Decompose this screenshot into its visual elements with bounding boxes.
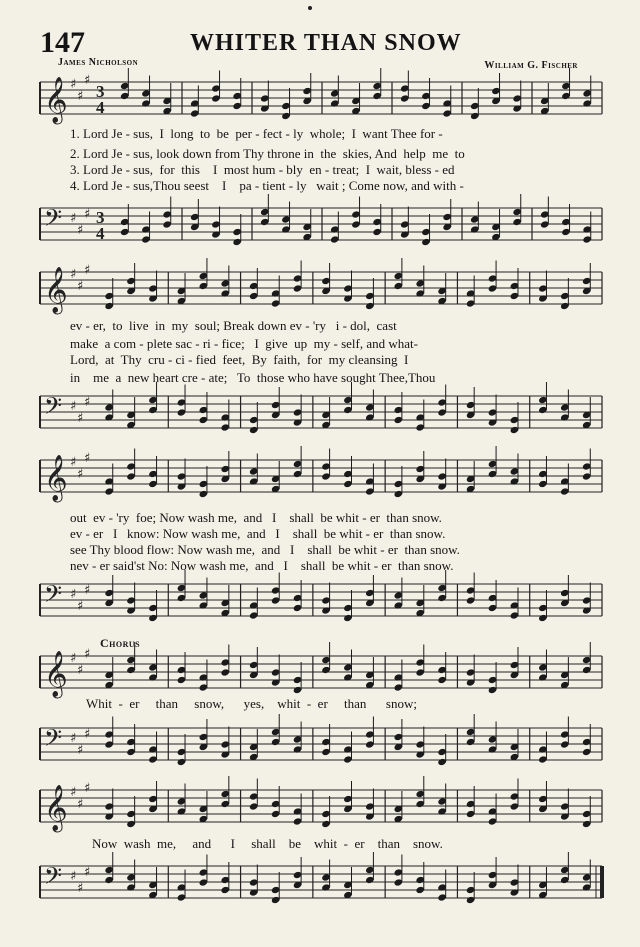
system-2-verse-4: in me a new heart cre - ate; To those who have sought Thee,Thou: [70, 370, 436, 385]
system-2-verse-2: make a com - plete sac - ri - fice; I give up my - self, and what-: [70, 336, 418, 351]
sharp-icon: ♯: [77, 881, 84, 896]
time-signature-bottom: 4: [96, 98, 105, 117]
time-signature-bottom: 4: [96, 224, 105, 243]
sharp-icon: ♯: [84, 207, 91, 222]
chorus-label: Chorus: [100, 636, 141, 650]
bass-clef-icon: 𝄢: [44, 724, 63, 757]
sharp-icon: ♯: [70, 651, 77, 666]
hymn-number: 147: [40, 26, 85, 59]
sharp-icon: ♯: [84, 451, 91, 466]
sharp-icon: ♯: [77, 743, 84, 758]
sharp-icon: ♯: [77, 797, 84, 812]
treble-clef-icon: 𝄞: [44, 77, 68, 123]
bass-clef-icon: 𝄢: [44, 580, 63, 613]
sharp-icon: ♯: [70, 785, 77, 800]
sharp-icon: ♯: [84, 865, 91, 880]
system-3-verse-2: ev - er I know: Now wash me, and I shall be whit - er than snow.: [70, 526, 446, 541]
sharp-icon: ♯: [70, 77, 77, 92]
treble-clef-icon: 𝄞: [44, 785, 68, 831]
sharp-icon: ♯: [77, 467, 84, 482]
sharp-icon: ♯: [84, 647, 91, 662]
sharp-icon: ♯: [70, 267, 77, 282]
sharp-icon: ♯: [84, 395, 91, 410]
sharp-icon: ♯: [77, 663, 84, 678]
sharp-icon: ♯: [70, 869, 77, 884]
system-3-verse-3: see Thy blood flow: Now wash me, and I shall be whit - er than snow.: [70, 542, 460, 557]
sharp-icon: ♯: [84, 583, 91, 598]
sharp-icon: ♯: [70, 211, 77, 226]
system-2-verse-1: ev - er, to live in my soul; Break down ev - 'ry i - dol, cast: [70, 318, 397, 333]
sharp-icon: ♯: [70, 399, 77, 414]
sharp-icon: ♯: [77, 89, 84, 104]
treble-clef-icon: 𝄞: [44, 651, 68, 697]
bass-clef-icon: 𝄢: [44, 392, 63, 425]
sharp-icon: ♯: [84, 73, 91, 88]
system-2-verse-3: Lord, at Thy cru - ci - fied feet, By faith, for my cleansing I: [70, 352, 409, 367]
sharp-icon: ♯: [84, 263, 91, 278]
system-3-verse-4: nev - er said'st No: Now wash me, and I shall be whit - er than snow.: [70, 558, 454, 573]
system-1-verse-3: 3. Lord Je - sus, for this I most hum - bly en - treat; I wait, bless - ed: [70, 162, 455, 177]
sharp-icon: ♯: [77, 279, 84, 294]
author: James Nicholson: [58, 57, 139, 68]
hymn-title: WHITER THAN SNOW: [190, 30, 462, 56]
composer: William G. Fischer: [484, 60, 578, 71]
system-3-verse-1: out ev - 'ry foe; Now wash me, and I shall be whit - er than snow.: [70, 510, 442, 525]
system-1-verse-1: 1. Lord Je - sus, I long to be per - fect - ly whole; I want Thee for -: [70, 126, 443, 141]
treble-clef-icon: 𝄞: [44, 267, 68, 313]
system-1-verse-4: 4. Lord Je - sus,Thou seest I pa - tient - ly wait ; Come now, and with -: [70, 178, 464, 193]
chorus-line-1: Whit - er than snow, yes, whit - er than snow;: [86, 696, 417, 711]
treble-clef-icon: 𝄞: [44, 455, 68, 501]
sharp-icon: ♯: [84, 727, 91, 742]
sharp-icon: ♯: [70, 455, 77, 470]
system-1-verse-2: 2. Lord Je - sus, look down from Thy throne in the skies, And help me to: [70, 146, 465, 161]
sharp-icon: ♯: [77, 599, 84, 614]
time-signature-top: 3: [96, 208, 105, 227]
sharp-icon: ♯: [70, 731, 77, 746]
bass-clef-icon: 𝄢: [44, 204, 63, 237]
sharp-icon: ♯: [77, 411, 84, 426]
time-signature-top: 3: [96, 82, 105, 101]
sharp-icon: ♯: [77, 223, 84, 238]
chorus-line-2: Now wash me, and I shall be whit - er than snow.: [92, 836, 443, 851]
bass-clef-icon: 𝄢: [44, 862, 63, 895]
sharp-icon: ♯: [70, 587, 77, 602]
sharp-icon: ♯: [84, 781, 91, 796]
